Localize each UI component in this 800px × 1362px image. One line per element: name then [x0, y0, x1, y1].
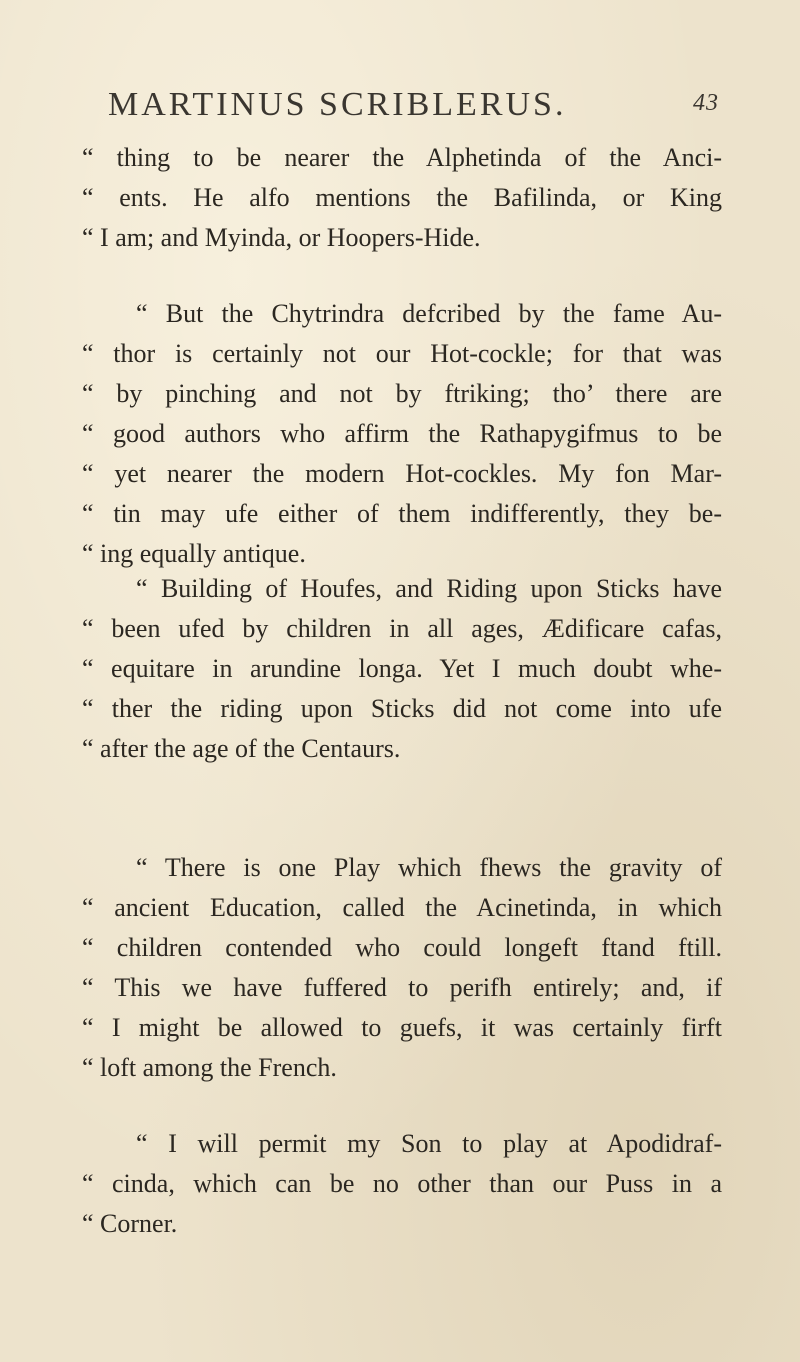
- running-head-title: MARTINUS SCRIBLERUS.: [108, 86, 567, 123]
- text-line: “ I will permit my Son to play at Apodidraf-: [136, 1129, 722, 1158]
- paragraph-3: [82, 569, 722, 769]
- running-head: [108, 86, 728, 126]
- text-line: “ I am; and Myinda, or Hoopers-Hide.: [82, 223, 481, 252]
- text-line: “ been ufed by children in all ages, Ædificare cafas,: [82, 614, 722, 643]
- text-line: “ after the age of the Centaurs.: [82, 734, 401, 763]
- text-line: “ loft among the French.: [82, 1053, 337, 1082]
- text-line: “ good authors who affirm the Rathapygifmus to be: [82, 419, 722, 448]
- text-line: “ tin may ufe either of them indifferently, they be-: [82, 499, 722, 528]
- text-line: “ thing to be nearer the Alphetinda of the Anci-: [82, 143, 722, 172]
- paragraph-4: [82, 848, 722, 1088]
- text-line: “ ing equally antique.: [82, 539, 306, 568]
- paragraph-1: [82, 138, 722, 258]
- text-line: “ ancient Education, called the Acinetinda, in which: [82, 893, 722, 922]
- text-line: “ thor is certainly not our Hot-cockle; for that was: [82, 339, 722, 368]
- page-number: 43: [693, 90, 719, 116]
- text-line: “ equitare in arundine longa. Yet I much doubt whe-: [82, 654, 722, 683]
- text-line: “ cinda, which can be no other than our Puss in a: [82, 1169, 722, 1198]
- text-line: “ There is one Play which fhews the gravity of: [136, 853, 722, 882]
- text-line: “ ther the riding upon Sticks did not come into ufe: [82, 694, 722, 723]
- paragraph-2: [82, 294, 722, 574]
- text-line: “ This we have fuffered to perifh entirely; and, if: [82, 973, 722, 1002]
- text-line: “ by pinching and not by ftriking; tho’ there are: [82, 379, 722, 408]
- text-line: “ Building of Houfes, and Riding upon Sticks have: [136, 574, 722, 603]
- paragraph-5: [82, 1124, 722, 1244]
- text-line: “ But the Chytrindra defcribed by the fame Au-: [136, 299, 722, 328]
- text-line: “ ents. He alfo mentions the Bafilinda, or King: [82, 183, 722, 212]
- text-line: “ children contended who could longeft ftand ftill.: [82, 933, 722, 962]
- text-line: “ I might be allowed to guefs, it was certainly firft: [82, 1013, 722, 1042]
- text-line: “ yet nearer the modern Hot-cockles. My fon Mar-: [82, 459, 722, 488]
- text-line: “ Corner.: [82, 1209, 178, 1238]
